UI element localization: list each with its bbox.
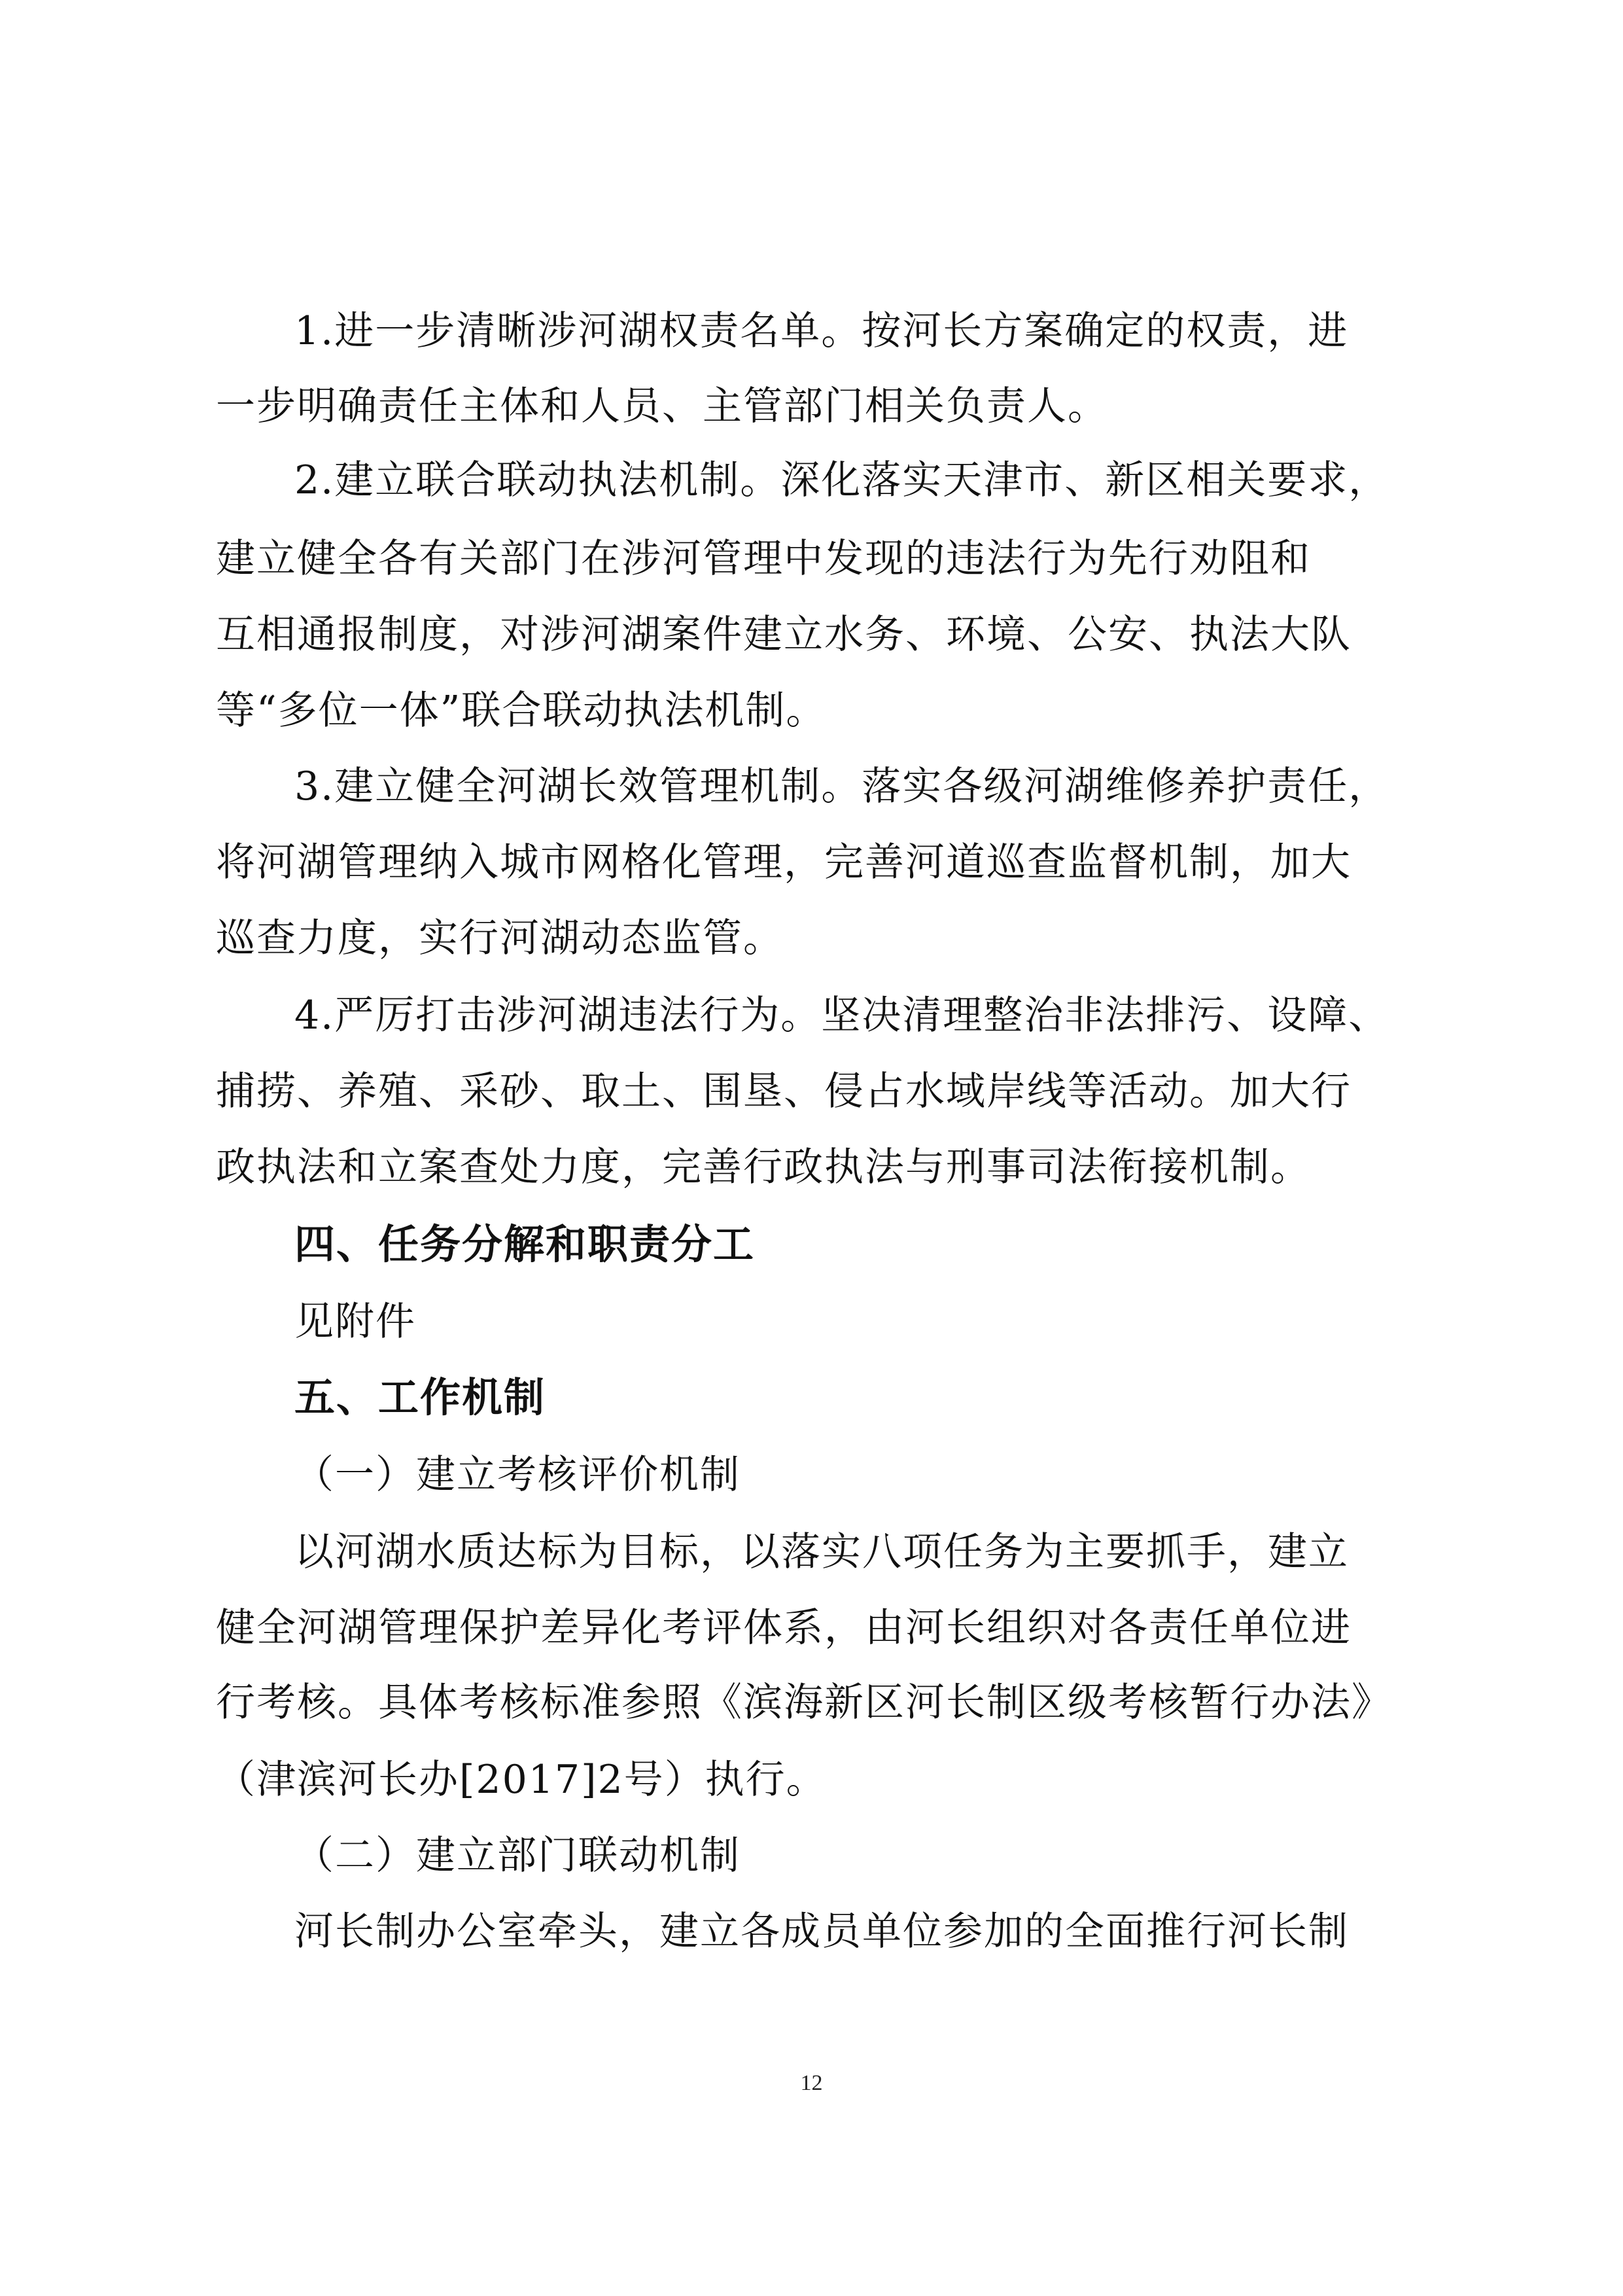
assessment-line-3: 行考核。具体考核标准参照《滨海新区河长制区级考核暂行办法》 <box>216 1680 1392 1725</box>
item-3-line-3: 巡查力度，实行河湖动态监管。 <box>216 915 784 961</box>
assessment-line-1: 以河湖水质达标为目标，以落实八项任务为主要抓手，建立 <box>294 1529 1349 1575</box>
item-4-line-3: 政执法和立案查处力度，完善行政执法与刑事司法衔接机制。 <box>216 1144 1311 1190</box>
item-1-line-1: 1.进一步清晰涉河湖权责名单。按河长方案确定的权责，进 <box>294 308 1349 354</box>
item-3-line-2: 将河湖管理纳入城市网格化管理，完善河道巡查监督机制，加大 <box>216 839 1352 885</box>
coordination-line-1: 河长制办公室牵头，建立各成员单位参加的全面推行河长制 <box>294 1909 1349 1954</box>
assessment-line-2: 健全河湖管理保护差异化考评体系，由河长组织对各责任单位进 <box>216 1605 1352 1651</box>
section-heading-5: 五、工作机制 <box>294 1373 546 1421</box>
item-1-line-2: 一步明确责任主体和人员、主管部门相关负责人。 <box>216 383 1108 429</box>
item-2-line-4: 等“多位一体”联合联动执法机制。 <box>216 688 827 733</box>
item-4-line-2: 捕捞、养殖、采砂、取土、围垦、侵占水域岸线等活动。加大行 <box>216 1069 1352 1114</box>
subsection-heading-1: （一）建立考核评价机制 <box>294 1452 741 1498</box>
section-heading-4: 四、任务分解和职责分工 <box>294 1220 756 1268</box>
page-number: 12 <box>800 2071 823 2095</box>
assessment-line-4: （津滨河长办[2017]2号）执行。 <box>216 1757 827 1803</box>
item-2-line-1: 2.建立联合联动执法机制。深化落实天津市、新区相关要求， <box>294 457 1389 503</box>
subsection-heading-2: （二）建立部门联动机制 <box>294 1833 741 1879</box>
attachment-reference: 见附件 <box>294 1299 416 1345</box>
item-2-line-3: 互相通报制度，对涉河湖案件建立水务、环境、公安、执法大队 <box>216 612 1352 658</box>
item-4-line-1: 4.严厉打击涉河湖违法行为。坚决清理整治非法排污、设障、 <box>294 993 1389 1038</box>
item-3-line-1: 3.建立健全河湖长效管理机制。落实各级河湖维修养护责任， <box>294 764 1389 809</box>
item-2-line-2: 建立健全各有关部门在涉河管理中发现的违法行为先行劝阻和 <box>216 536 1311 582</box>
